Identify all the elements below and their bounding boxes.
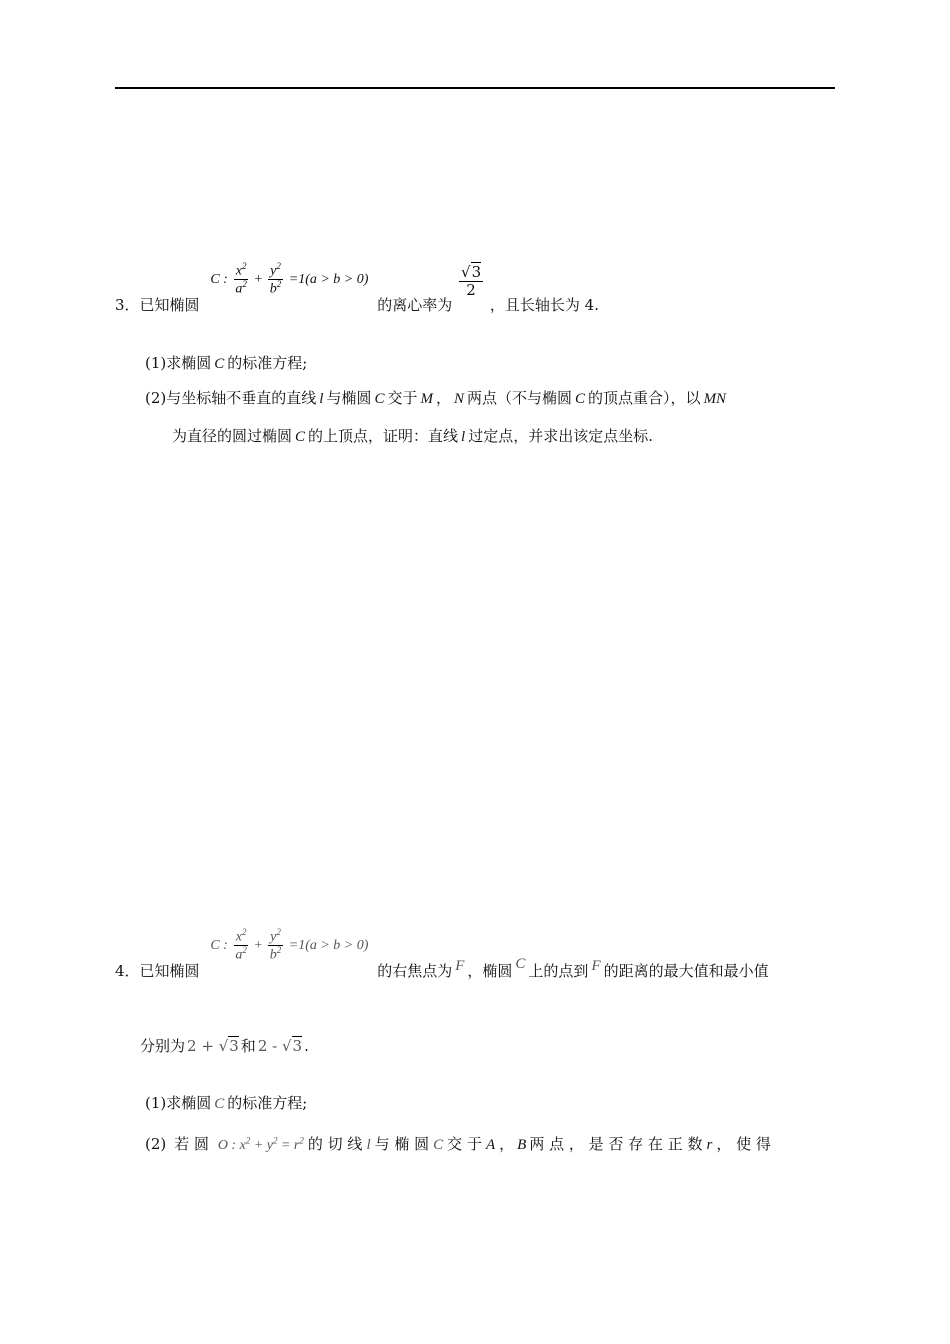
q3-p2-line2-a: 为直径的圆过椭圆 xyxy=(172,427,293,445)
q4-circle-y: + y xyxy=(253,1138,273,1153)
q3-intro: 已知椭圆 xyxy=(139,296,200,314)
q4-y-sup: 2 xyxy=(276,927,281,937)
q4-text-c: 上的点到 xyxy=(528,962,589,980)
q3-p2-N: N xyxy=(454,391,465,407)
q4-line2-a: 分别为 xyxy=(140,1037,186,1055)
q3-p1-text-a: 求椭圆 xyxy=(166,354,212,372)
q4-x-sup: 2 xyxy=(241,927,247,937)
q4-eq-lhs: C : xyxy=(210,937,228,953)
q4-val2-rad: 3 xyxy=(292,1037,303,1055)
q4-p2-l: l xyxy=(366,1137,371,1153)
q4-a-sup: 2 xyxy=(242,945,247,956)
q3-a-sup: 2 xyxy=(242,279,247,290)
q3-ecc-sqrt: 3 xyxy=(471,263,482,281)
q4-part2 xyxy=(145,1133,771,1154)
q3-p2-text-b: 与椭圆 xyxy=(326,389,372,407)
q4-p2-text-c: 与 椭 圆 xyxy=(374,1135,430,1153)
q3-p2-text-a: 与坐标轴不垂直的直线 xyxy=(166,389,317,407)
q3-x-sup: 2 xyxy=(241,261,247,271)
q4-plus: + xyxy=(254,937,263,953)
q4-p1-var: C xyxy=(214,1096,225,1112)
q4-p2-label: (2) xyxy=(145,1135,167,1153)
q3-p2-M: M xyxy=(420,391,433,407)
q4-intro: 已知椭圆 xyxy=(139,962,200,980)
q4-part1 xyxy=(145,1092,307,1113)
q3-frac-x xyxy=(233,262,249,297)
q3-number: 3． xyxy=(115,296,140,314)
q3-b: b xyxy=(269,281,277,297)
q4-number: 4． xyxy=(115,962,140,980)
q3-ellipse-equation xyxy=(210,262,368,297)
q4-frac-y xyxy=(268,928,284,963)
q4-p1-text-b: 的标准方程; xyxy=(227,1094,308,1112)
q4-p2-text-f: ， 使 得 xyxy=(716,1135,771,1153)
q4-circle-x: O : x xyxy=(217,1138,246,1153)
q3-tail: ，且长轴长为 4. xyxy=(489,296,599,314)
q4-val1-a: 2 + xyxy=(187,1037,214,1055)
q3-part1 xyxy=(145,352,307,373)
q4-p2-sep: ， xyxy=(499,1135,515,1153)
q4-x: x xyxy=(235,929,242,945)
header-rule xyxy=(115,87,835,89)
q3-plus: + xyxy=(254,271,263,287)
q3-ecc-num: √3 xyxy=(461,263,482,281)
q3-eq-rhs: =1(a > b > 0) xyxy=(288,271,369,287)
q4-y: y xyxy=(270,929,277,945)
q4-p2-A: A xyxy=(485,1137,496,1153)
q4-p2-C: C xyxy=(433,1137,444,1153)
q3-part2-line2 xyxy=(172,425,653,446)
q3-p2-text-d: 两点（不与椭圆 xyxy=(467,389,573,407)
q4-a: a xyxy=(235,947,243,963)
q4-text-d: 的距离的最大值和最小值 xyxy=(603,962,769,980)
q3-after-eq: 的离心率为 xyxy=(377,296,453,314)
q4-C: C xyxy=(515,956,526,972)
q3-p2-line2-b: 的上顶点，证明：直线 xyxy=(308,427,459,445)
q4-max-value xyxy=(187,1037,239,1055)
q4-frac-x xyxy=(233,928,249,963)
q3-p2-label: (2) xyxy=(145,389,167,407)
q3-p2-line2-c: 过定点，并求出该定点坐标. xyxy=(468,427,653,445)
q4-text-b: ，椭圆 xyxy=(467,962,513,980)
q4-circle-r-sup: 2 xyxy=(299,1135,304,1146)
q4-line2-b: 和 xyxy=(240,1037,256,1055)
q4-p2-text-d: 交 于 xyxy=(447,1135,482,1153)
q4-p2-text-b: 的 切 线 xyxy=(307,1135,363,1153)
q3-p2-C2: C xyxy=(575,391,586,407)
q3-p2-text-c: 交于 xyxy=(387,389,418,407)
q3-p2-C3: C xyxy=(295,429,306,445)
q4-eq-rhs: =1(a > b > 0) xyxy=(288,937,369,953)
q4-val2-sqrt: √3 xyxy=(281,1037,303,1055)
q4-F: F xyxy=(455,958,465,974)
q4-text-a: 的右焦点为 xyxy=(377,962,453,980)
q4-p1-label: (1) xyxy=(145,1094,167,1112)
q3-eccentricity xyxy=(459,264,483,298)
q4-b-sup: 2 xyxy=(276,945,282,956)
q4-val1-rad: 3 xyxy=(229,1037,239,1055)
q4-line2-end: . xyxy=(304,1037,309,1055)
q3-ecc-den: 2 xyxy=(466,280,476,299)
q4-val1-sqrt: √3 xyxy=(218,1037,239,1055)
q3-p2-l2: l xyxy=(461,429,466,445)
q3-x: x xyxy=(235,263,242,279)
q3-eq-lhs: C : xyxy=(210,271,228,287)
q4-circle-x-sup: 2 xyxy=(245,1135,251,1146)
q3-p2-sep: ， xyxy=(435,389,451,407)
q4-val2-a: 2 - xyxy=(257,1037,278,1055)
q3-frac-y xyxy=(268,262,284,297)
q4-min-value xyxy=(258,1037,302,1055)
q4-p1-text-a: 求椭圆 xyxy=(166,1094,212,1112)
q3-a: a xyxy=(235,281,243,297)
q4-stem xyxy=(115,928,769,981)
q3-y: y xyxy=(270,263,277,279)
q4-circle-r: = r xyxy=(280,1138,300,1153)
q3-stem xyxy=(115,262,599,315)
q4-circle-equation xyxy=(217,1135,304,1153)
q4-b: b xyxy=(269,947,277,963)
q3-p2-text-e: 的顶点重合），以 xyxy=(588,389,701,407)
q3-p2-MN: MN xyxy=(703,391,727,407)
q3-y-sup: 2 xyxy=(276,261,281,271)
q3-p1-label: (1) xyxy=(145,354,167,372)
q4-circle-y-sup: 2 xyxy=(272,1135,278,1146)
q3-p2-l: l xyxy=(319,391,324,407)
q4-F2: F xyxy=(591,958,601,974)
q3-p2-C: C xyxy=(374,391,385,407)
q4-p2-text-e: 两 点 ， 是 否 存 在 正 数 xyxy=(529,1135,703,1153)
q3-p1-var: C xyxy=(214,356,225,372)
q3-part2-line1 xyxy=(145,387,726,408)
q3-p1-text-b: 的标准方程; xyxy=(227,354,308,372)
q4-p2-B: B xyxy=(517,1137,527,1153)
q4-stem-line2 xyxy=(140,1035,309,1056)
q3-b-sup: 2 xyxy=(276,279,282,290)
q4-p2-r: r xyxy=(706,1137,713,1153)
q4-ellipse-equation xyxy=(210,928,368,963)
q4-p2-text-a: 若 圆 xyxy=(174,1135,210,1153)
